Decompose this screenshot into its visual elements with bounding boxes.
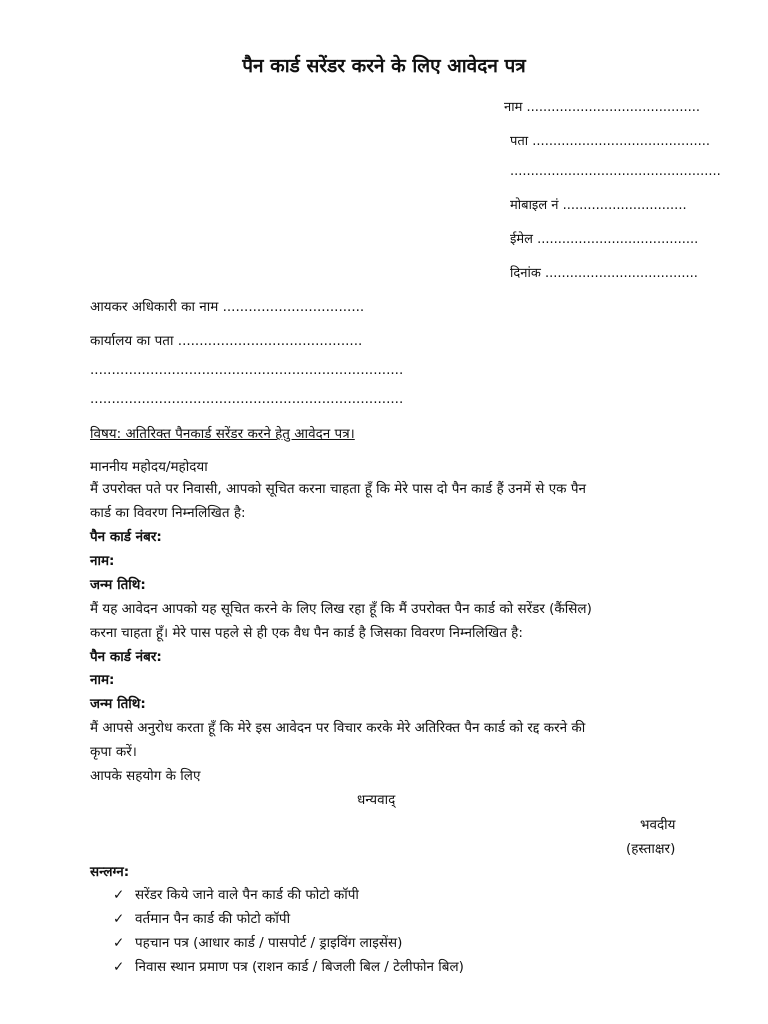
list-item	[113, 933, 402, 951]
list-item	[113, 885, 359, 903]
paragraph-line: मैं आपसे अनुरोध करता हूँ कि मेरे इस आवेदन पर विचार करके मेरे अतिरिक्त पैन कार्ड को रद्द करने की	[90, 720, 586, 736]
subject-line: विषय: अतिरिक्त पैनकार्ड सरेंडर करने हेतु आवेदन पत्र।	[90, 426, 355, 442]
sender-email-line: ईमेल .......................................	[510, 232, 699, 247]
field-label-name: नाम:	[90, 672, 115, 688]
checkmark-icon: ✓	[113, 935, 125, 951]
list-item-text: पहचान पत्र (आधार कार्ड / पासपोर्ट / ड्राइविंग लाइसेंस)	[135, 935, 403, 951]
recipient-address-line-2: .........................................................................	[90, 362, 404, 378]
paragraph-line: कृपा करें।	[90, 744, 137, 760]
list-item-text: सरेंडर किये जाने वाले पैन कार्ड की फोटो कॉपी	[135, 887, 359, 903]
field-label-dob: जन्म तिथि:	[90, 696, 146, 712]
sender-date-line: दिनांक .....................................	[510, 266, 698, 281]
sender-name-line: नाम ..........................................	[504, 100, 701, 115]
field-label-dob: जन्म तिथि:	[90, 577, 146, 593]
enclosures-label: सन्लग्न:	[90, 864, 130, 880]
cooperation-line: आपके सहयोग के लिए	[90, 768, 201, 784]
list-item	[113, 909, 290, 927]
checkmark-icon: ✓	[113, 911, 125, 927]
checkmark-icon: ✓	[113, 959, 125, 975]
checkmark-icon: ✓	[113, 887, 125, 903]
field-label-pan-number: पैन कार्ड नंबर:	[90, 529, 162, 545]
paragraph-line: कार्ड का विवरण निम्नलिखित है:	[90, 505, 246, 521]
yours-faithfully: भवदीय	[640, 817, 676, 833]
recipient-office-line: कार्यालय का पता ...........................................	[90, 333, 363, 349]
sender-address-line: पता ...........................................	[510, 134, 710, 149]
paragraph-line: मैं यह आवेदन आपको यह सूचित करने के लिए लिख रहा हूँ कि मैं उपरोक्त पैन कार्ड को सरेंडर (कैंसिल)	[90, 601, 592, 617]
recipient-address-line-3: .........................................................................	[90, 391, 404, 407]
paragraph-line: मैं उपरोक्त पते पर निवासी, आपको सूचित करना चाहता हूँ कि मेरे पास दो पैन कार्ड हैं उनमें से एक पैन	[90, 481, 586, 497]
sender-mobile-line: मोबाइल नं ..............................	[510, 198, 687, 213]
signature-label: (हस्ताक्षर)	[626, 841, 676, 857]
page-title: पैन कार्ड सरेंडर करने के लिए आवेदन पत्र	[242, 55, 526, 77]
field-label-name: नाम:	[90, 553, 115, 569]
paragraph-line: करना चाहता हूँ। मेरे पास पहले से ही एक वैध पैन कार्ड है जिसका विवरण निम्नलिखित है:	[90, 625, 523, 641]
field-label-pan-number: पैन कार्ड नंबर:	[90, 649, 162, 665]
recipient-officer-line: आयकर अधिकारी का नाम .................................	[90, 299, 365, 315]
list-item-text: वर्तमान पैन कार्ड की फोटो कॉपी	[135, 911, 291, 927]
list-item-text: निवास स्थान प्रमाण पत्र (राशन कार्ड / बिजली बिल / टेलीफोन बिल)	[135, 959, 464, 975]
list-item	[113, 957, 464, 975]
salutation: माननीय महोदय/महोदया	[90, 459, 208, 475]
thanks-line: धन्यवाद्	[357, 792, 396, 808]
sender-address-line-2: ...................................................	[510, 164, 721, 179]
